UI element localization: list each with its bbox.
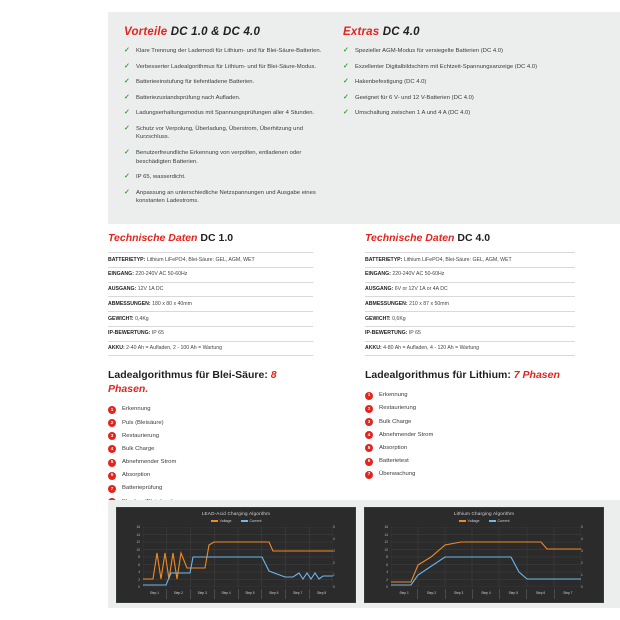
table-row: [365, 282, 575, 297]
advantages-list: [124, 47, 329, 206]
algorithm-heading-lithium-phases: 7 Phasen: [513, 369, 560, 381]
list-item: [124, 189, 329, 206]
extras-list: [343, 47, 598, 118]
y-tick: 2: [138, 577, 140, 582]
extras-heading-black: DC 4.0: [382, 26, 420, 38]
y-tick: 12: [136, 540, 140, 544]
list-item-label: Benutzerfreundliche Erkennung von verpolten, entladenen oder beschädigten Batterien.: [136, 149, 302, 165]
tech-heading-dc10-model: DC 1.0: [200, 232, 234, 244]
x-tick: Step 3: [446, 589, 473, 599]
list-item: [124, 63, 329, 72]
chart-plot-area: [391, 527, 581, 587]
x-tick: Step 5: [239, 589, 263, 599]
x-tick: Step 2: [418, 589, 445, 599]
chart-legend: [117, 519, 355, 523]
spec-label: GEWICHT:: [365, 315, 391, 322]
y2-tick: 3: [581, 549, 583, 553]
list-item-label: Verbesserter Ladealgorithmus für Lithium- und für Blei-Säure-Modus.: [136, 63, 317, 70]
x-tick: Step 4: [215, 589, 239, 599]
chart-svg: [143, 527, 333, 587]
x-tick: Step 8: [316, 591, 327, 595]
step-number-badge: 3: [365, 418, 373, 426]
check-icon: ✓: [343, 62, 349, 70]
charts-panel: [108, 500, 620, 608]
table-row: [365, 326, 575, 341]
table-row: [108, 282, 313, 297]
step-number-badge: 7: [365, 471, 373, 479]
chart-y-axis-left: [368, 527, 390, 587]
spec-value: 12V 1A DC: [137, 286, 164, 292]
extras-heading: [343, 26, 598, 38]
check-icon: ✓: [124, 47, 130, 54]
legend-entry-current: [489, 519, 510, 523]
x-tick: Step 2: [167, 589, 191, 599]
check-icon: ✓: [124, 93, 130, 101]
legend-label-voltage: Voltage: [467, 519, 480, 523]
legend-swatch-current: [241, 520, 248, 522]
legend-entry-voltage: [211, 519, 232, 523]
spec-value: Lithium LiFePO4, Blei-Säure: GEL, AGM, WET: [403, 256, 512, 263]
check-icon: ✓: [124, 148, 130, 156]
spec-label: EINGANG:: [108, 271, 134, 278]
spec-value: IP 65: [408, 330, 421, 337]
spec-label: ABMESSUNGEN:: [365, 300, 408, 307]
chart-title: Lithium Charging Algorithm: [453, 511, 515, 516]
list-item: [343, 78, 598, 87]
check-icon: ✓: [124, 188, 130, 196]
step-number-badge: 2: [365, 405, 373, 413]
algorithm-heading-lead-acid-text: Ladealgorithmus für Blei-Säure:: [108, 369, 268, 381]
list-item: [108, 459, 313, 467]
list-item: [365, 445, 575, 453]
list-item: [124, 125, 329, 142]
list-item: [108, 406, 313, 414]
spec-label: AKKU:: [108, 345, 125, 351]
list-item: [343, 94, 598, 103]
y2-tick: 0: [333, 585, 335, 589]
tech-heading-dc40-model: DC 4.0: [457, 232, 491, 244]
step-number-badge: 2: [108, 419, 116, 427]
list-item-label: Erkennung: [379, 392, 408, 399]
table-row: [365, 297, 575, 312]
spec-label: IP-BEWERTUNG:: [365, 330, 408, 337]
spec-value: 4-80 Ah = Aufladen, 4 - 120 Ah = Wartung: [383, 345, 480, 351]
y-tick: 16: [136, 525, 140, 529]
list-item-label: Ladungserhaltungsmodus mit Spannungsprüfungen aller 4 Stunden.: [136, 110, 315, 117]
x-tick: Step 1: [391, 589, 418, 599]
spec-label: BATTERIETYP:: [365, 256, 403, 263]
tech-heading-dc10: [108, 232, 313, 244]
list-item: [343, 47, 598, 56]
step-number-badge: 1: [108, 406, 116, 414]
spec-label: IP-BEWERTUNG:: [108, 330, 151, 337]
step-number-badge: 3: [108, 432, 116, 440]
y-tick: 10: [384, 547, 388, 552]
list-item: [124, 173, 329, 182]
check-icon: ✓: [124, 124, 130, 132]
list-item: [365, 392, 575, 400]
legend-label-current: Current: [497, 519, 510, 523]
y-tick: 4: [138, 570, 140, 574]
y2-tick: 2: [333, 561, 335, 565]
list-item-label: Umschaltung zwischen 1 A und 4 A (DC 4.0): [355, 110, 471, 117]
list-item-label: Überwachung: [379, 471, 416, 478]
table-row: [108, 326, 313, 341]
list-item-label: IP 65, wasserdicht.: [136, 174, 186, 181]
y2-tick: 4: [333, 537, 335, 541]
list-item-label: Anpassung an unterschiedliche Netzspannungen und Ausgabe eines konstanten Ladestroms.: [136, 189, 316, 205]
list-item: [124, 109, 329, 118]
chart-y-axis-right: [331, 527, 353, 587]
y-tick: 14: [384, 532, 388, 537]
y-tick: 8: [138, 555, 140, 559]
y2-tick: 5: [333, 525, 335, 529]
list-item-label: Schutz vor Verpolung, Überladung, Überstrom, Überhitzung und Kurzschluss.: [136, 125, 303, 141]
list-item-label: Spezieller AGM-Modus für versiegelte Batterien (DC 4.0): [355, 48, 503, 54]
list-item: [108, 446, 313, 454]
table-row: [365, 341, 575, 356]
legend-swatch-current: [489, 520, 496, 522]
check-icon: ✓: [124, 109, 130, 117]
tech-heading-dc10-red: Technische Daten: [108, 232, 198, 244]
y2-tick: 3: [333, 549, 335, 553]
list-item-label: Puls (Bleisäure): [122, 419, 164, 426]
y-tick: 10: [136, 547, 140, 552]
legend-swatch-voltage: [459, 520, 466, 522]
list-item: [343, 63, 598, 72]
step-number-badge: 1: [365, 392, 373, 400]
table-row: [108, 341, 313, 356]
x-tick: Step 6: [527, 589, 554, 599]
algorithm-heading-lithium: [365, 368, 575, 382]
step-number-badge: 5: [365, 444, 373, 452]
chart-x-axis: [143, 589, 333, 599]
spec-value: Lithium LiFePO4, Blei-Säure: GEL, AGM, WET: [146, 256, 255, 263]
chart-x-axis: [391, 589, 581, 599]
spec-label: BATTERIETYP:: [108, 256, 146, 263]
table-row: [108, 312, 313, 327]
step-number-badge: 6: [108, 472, 116, 480]
y-tick: 12: [384, 540, 388, 544]
spec-label: AUSGANG:: [365, 286, 394, 292]
check-icon: ✓: [343, 47, 349, 54]
y2-tick: 0: [581, 585, 583, 589]
list-item: [124, 94, 329, 103]
legend-entry-voltage: [459, 519, 480, 523]
spec-value: 220-240V AC 50-60Hz: [135, 271, 188, 278]
list-item-label: Bulk Charge: [122, 445, 155, 452]
list-item-label: Exzellenter Digitalbildschirm mit Echtzeit-Spannungsanzeige (DC 4.0): [355, 63, 538, 70]
list-item: [365, 432, 575, 440]
list-item-label: Batterietest: [379, 458, 409, 465]
legend-entry-current: [241, 519, 262, 523]
list-item: [124, 149, 329, 166]
chart-lead-acid: [116, 507, 356, 603]
list-item-label: Bulk Charge: [379, 418, 412, 425]
list-item: [365, 405, 575, 413]
y-tick: 0: [138, 585, 140, 589]
chart-lithium: [364, 507, 604, 603]
y-tick: 16: [384, 525, 388, 529]
spec-value: 6V or 12V 1A or 4A DC: [394, 286, 448, 292]
y2-tick: 5: [581, 525, 583, 529]
list-item: [108, 472, 313, 480]
check-icon: ✓: [124, 78, 130, 86]
x-tick: Step 7: [563, 591, 573, 595]
x-tick: Step 4: [473, 589, 500, 599]
step-number-badge: 6: [365, 458, 373, 466]
step-number-badge: 7: [108, 485, 116, 493]
tech-heading-dc40: [365, 232, 575, 244]
chart-y-axis-left: [120, 527, 142, 587]
tech-column-dc10: [108, 232, 313, 356]
y-tick: 6: [138, 562, 140, 567]
list-item-label: Restaurierung: [379, 405, 417, 412]
y-tick: 4: [386, 570, 388, 574]
legend-swatch-voltage: [211, 520, 218, 522]
y-tick: 8: [386, 555, 388, 559]
x-tick: Step 7: [286, 589, 310, 599]
list-item-label: Batterieeinstufung für tiefentladene Batterien.: [136, 79, 255, 86]
y2-tick: 2: [581, 561, 583, 565]
list-item-label: Geeignet für 6 V- und 12 V-Batterien (DC 4.0): [355, 94, 474, 101]
x-tick: Step 5: [500, 589, 527, 599]
advantages-heading: [124, 26, 329, 38]
spec-label: AKKU:: [365, 345, 382, 351]
list-item: [124, 78, 329, 87]
spec-label: EINGANG:: [365, 271, 391, 278]
tech-column-dc40: [365, 232, 575, 356]
spec-label: GEWICHT:: [108, 315, 134, 322]
spec-value: 220-240V AC 50-60Hz: [392, 271, 445, 278]
list-item-label: Klare Trennung der Lademodi für Lithium- und für Blei-Säure-Batterien.: [136, 48, 322, 54]
x-tick: Step 1: [143, 589, 167, 599]
tech-heading-dc40-red: Technische Daten: [365, 232, 455, 244]
features-panel: [108, 12, 620, 224]
chart-title: LEAD-Acid Charging Algorithm: [201, 511, 271, 516]
advantages-heading-red: Vorteile: [124, 26, 168, 38]
chart-y-axis-right: [579, 527, 601, 587]
list-item-label: Absorption: [122, 472, 151, 479]
list-item: [124, 47, 329, 56]
algorithm-steps-lead-acid: [108, 406, 313, 506]
list-item: [343, 109, 598, 118]
list-item-label: Absorption: [379, 444, 408, 451]
list-item-label: Abnehmender Strom: [379, 431, 434, 438]
list-item-label: Restaurierung: [122, 432, 160, 439]
technical-data-section: [108, 232, 620, 356]
algorithm-steps-lithium: [365, 392, 575, 479]
extras-heading-red: Extras: [343, 26, 380, 38]
algorithm-heading-lead-acid: [108, 368, 313, 396]
y-tick: 0: [386, 585, 388, 589]
algorithm-column-lead-acid: [108, 368, 313, 512]
step-number-badge: 5: [108, 459, 116, 467]
list-item: [108, 433, 313, 441]
list-item-label: Batterieprüfung: [122, 485, 163, 492]
list-item: [365, 419, 575, 427]
list-item-label: Batteriezustandsprüfung nach Aufladen.: [136, 94, 241, 101]
y-tick: 14: [136, 532, 140, 537]
algorithm-heading-lead-acid-phases: 8 Phasen.: [108, 369, 277, 396]
spec-table-dc10: [108, 252, 313, 356]
legend-label-current: Current: [249, 519, 262, 523]
chart-legend: [365, 519, 603, 523]
list-item-label: Erkennung: [122, 406, 151, 413]
table-row: [365, 253, 575, 268]
table-row: [365, 267, 575, 282]
y2-tick: 1: [581, 573, 583, 577]
algorithm-heading-lithium-text: Ladealgorithmus für Lithium:: [365, 369, 511, 381]
table-row: [108, 253, 313, 268]
spec-value: 210 x 87 x 50mm: [409, 300, 449, 307]
y2-tick: 4: [581, 537, 583, 541]
check-icon: ✓: [343, 78, 349, 86]
algorithm-column-lithium: [365, 368, 575, 512]
charging-algorithms-section: [108, 368, 620, 512]
check-icon: ✓: [343, 109, 349, 117]
spec-value: 0,6Kg: [392, 315, 406, 322]
list-item: [365, 471, 575, 479]
table-row: [108, 267, 313, 282]
spec-value: 0,4Kg: [135, 315, 149, 322]
chart-svg: [391, 527, 581, 587]
step-number-badge: 4: [108, 445, 116, 453]
list-item: [365, 458, 575, 466]
spec-value: 180 x 80 x 40mm: [152, 300, 192, 307]
chart-plot-area: [143, 527, 333, 587]
spec-label: AUSGANG:: [108, 286, 137, 292]
check-icon: ✓: [124, 62, 130, 70]
table-row: [108, 297, 313, 312]
list-item: [108, 485, 313, 493]
extras-column: [343, 26, 598, 213]
list-item-label: Hakenbefestigung (DC 4.0): [355, 79, 427, 86]
list-item: [108, 420, 313, 428]
x-tick: Step 3: [191, 589, 215, 599]
check-icon: ✓: [343, 93, 349, 101]
legend-label-voltage: Voltage: [219, 519, 232, 523]
step-number-badge: 4: [365, 431, 373, 439]
table-row: [365, 312, 575, 327]
spec-value: 2-40 Ah = Aufladen, 2 - 100 Ah = Wartung: [126, 345, 223, 351]
spec-value: IP 65: [151, 330, 164, 337]
y-tick: 2: [386, 577, 388, 582]
list-item-label: Abnehmender Strom: [122, 459, 177, 466]
advantages-column: [124, 26, 343, 213]
y2-tick: 1: [333, 573, 335, 577]
check-icon: ✓: [124, 173, 130, 181]
spec-table-dc40: [365, 252, 575, 356]
y-tick: 6: [386, 562, 388, 567]
advantages-heading-black: DC 1.0 & DC 4.0: [170, 26, 261, 38]
x-tick: Step 6: [262, 589, 286, 599]
spec-label: ABMESSUNGEN:: [108, 300, 151, 307]
